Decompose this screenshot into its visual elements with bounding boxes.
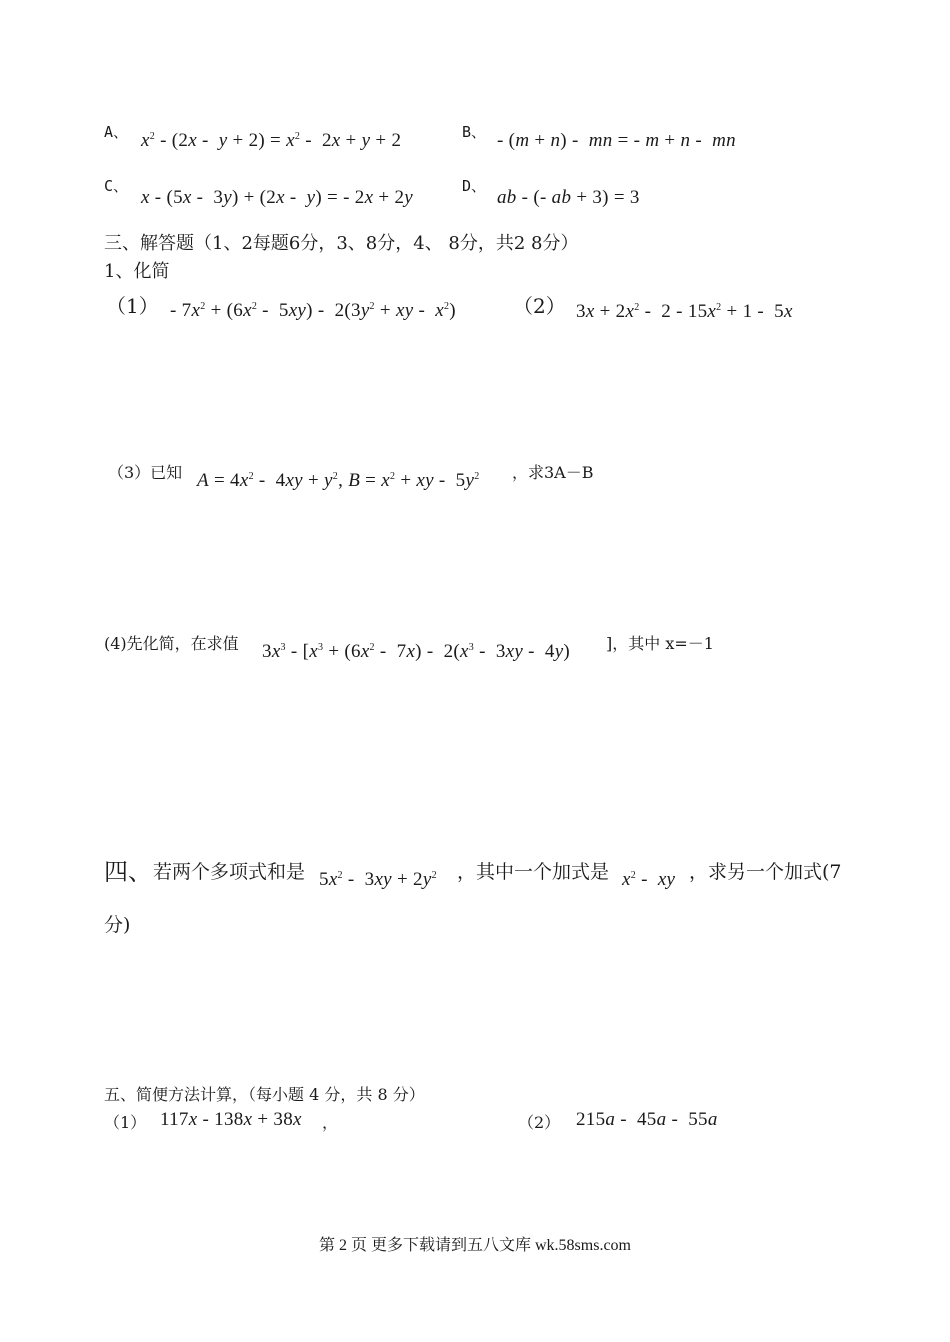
- q3-expression: $A = 4x^2 - 4xy + y^2$, $B = x^2$ + xy - $5y^2$: [197, 470, 480, 491]
- q2-label: （2）: [513, 294, 566, 318]
- section-5-q1-label: （1）: [104, 1113, 147, 1132]
- section-5-q2-expression: 215a - 45a - 55a: [576, 1109, 718, 1130]
- q3-suffix: ，求3A－B: [512, 463, 594, 482]
- q4-expression: $3x^3 - [x^3 + (6x^2 - 7x) - 2(x^3 - 3xy - 4y)$: [262, 641, 571, 662]
- q4-suffix: ]，其中 x=－1: [606, 634, 714, 653]
- section-4-text-3: ，求另一个加式(7: [689, 861, 842, 883]
- section-4-heading: 四、: [104, 858, 152, 886]
- q1-label: （1）: [106, 294, 159, 318]
- choice-d-label: D、: [462, 177, 487, 195]
- section-3-heading: 三、解答题（1、2每题6分，3、8分，4、 8分，共2 8分）: [104, 233, 579, 254]
- section-5-heading: 五、简便方法计算，（每小题 4 分，共 8 分）: [104, 1085, 425, 1104]
- section-4-expression-2: $x^2$ - xy: [622, 869, 676, 890]
- q4-prefix: (4)先化简，在求值: [104, 634, 239, 653]
- section-4-text-4: 分): [104, 914, 131, 936]
- q3-prefix: （3）已知: [108, 463, 183, 482]
- choice-d-expression: ab - (- ab + 3) = 3: [497, 187, 640, 208]
- choice-b-expression: - (m + n) - mn = - m + n - mn: [497, 130, 736, 151]
- choice-c-expression: x - (5x - 3y) + (2x - y) = - 2x + 2y: [141, 187, 413, 208]
- section-5-q1-suffix: ，: [322, 1113, 339, 1132]
- choice-c-label: C、: [104, 177, 129, 195]
- section-4-text-2: ，其中一个加式是: [457, 861, 610, 883]
- choice-a-label: A、: [104, 123, 129, 141]
- choice-b-label: B、: [462, 123, 487, 141]
- section-5-q2-label: （2）: [518, 1113, 561, 1132]
- section-4-text-1: 若两个多项式和是: [153, 861, 306, 883]
- q2-expression: $3x + 2x^2 - 2 - 15x^2 + 1 - 5x$: [576, 301, 793, 322]
- q1-expression: - $7x^2 + (6x^2 - 5xy) - 2(3y^2$ + xy - $x^2$): [170, 300, 456, 321]
- page-footer: 第 2 页 更多下载请到五八文库 wk.58sms.com: [318, 1237, 631, 1254]
- section-4-expression-1: $5x^2 - 3xy + 2y^2$: [319, 869, 437, 890]
- section-5-q1-expression: 117x - 138x + 38x: [160, 1109, 302, 1130]
- choice-a-expression: $x^2 - (2x - y + 2) = x^2 - 2x + y + 2$: [141, 130, 402, 151]
- section-3-subheading: 1、化简: [104, 261, 170, 282]
